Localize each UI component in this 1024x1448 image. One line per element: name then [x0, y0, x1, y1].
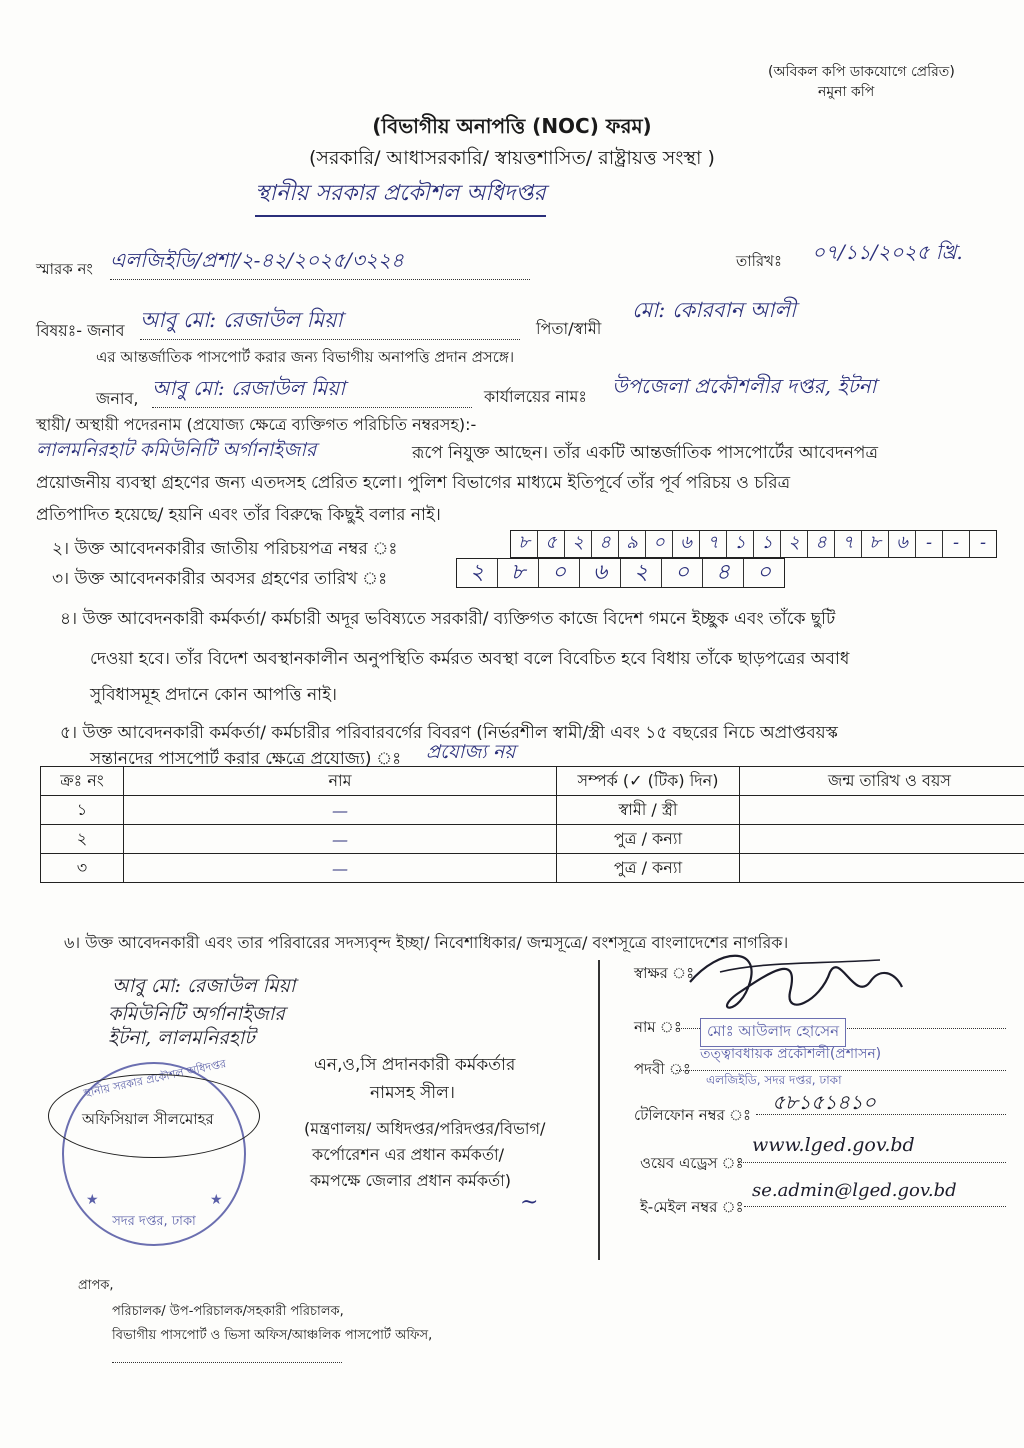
- row-dob: [740, 854, 1024, 883]
- digit-box: ০: [662, 559, 703, 587]
- seal-ring-top: স্থানীয় সরকার প্রকৌশল অধিদপ্তর: [82, 1057, 228, 1100]
- seal-star-right: ★: [210, 1192, 223, 1208]
- recipient-line2: বিভাগীয় পাসপোর্ট ও ভিসা অফিস/আঞ্চলিক পাসপোর্ট অফিস,: [112, 1328, 433, 1343]
- row-relation: পুত্র / কন্যা: [557, 854, 740, 883]
- form-subtitle: (সরকারি/ আধাসরকারি/ স্বায়ত্তশাসিত/ রাষ্ট্রায়ত্ত সংস্থা ): [309, 147, 715, 169]
- officer-designation-stamp: তত্ত্বাবধায়ক প্রকৌশলী(প্রশাসন): [700, 1046, 882, 1062]
- memo-number: এলজিইডি/প্রশা/২-৪২/২০২৫/৩২২৪: [110, 246, 530, 280]
- phone-label: টেলিফোন নম্বর ঃ: [634, 1106, 752, 1124]
- applicant-hw-line1: আবু মো: রেজাউল মিয়া: [112, 975, 296, 997]
- item5-line2: সন্তানদের পাসপোর্ট করার ক্ষেত্রে প্রযোজ্য) ঃ: [90, 749, 402, 769]
- row-name: —: [124, 825, 557, 854]
- initials-mark: ~: [520, 1190, 539, 1215]
- officer-name-stamp: মোঃ আউলাদ হোসেন: [700, 1018, 846, 1047]
- digit-box: ০: [539, 559, 580, 587]
- vertical-divider: [598, 960, 600, 1260]
- item4-line3: সুবিধাসমূহ প্রদানে কোন আপত্তি নাই।: [90, 685, 338, 705]
- digit-box: ৪: [808, 531, 835, 557]
- subject-name: আবু মো: রেজাউল মিয়া: [140, 304, 520, 340]
- form-title: (বিভাগীয় অনাপত্তি (NOC) ফরম): [372, 114, 652, 138]
- digit-box: ৫: [538, 531, 565, 557]
- applicant-hw-line3: ইটনা, লালমনিরহাট: [108, 1027, 255, 1049]
- subject-line2: এর আন্তর্জাতিক পাসপোর্ট করার জন্য বিভাগীয় অনাপত্তি প্রদান প্রসঙ্গে।: [96, 348, 515, 366]
- table-row: [41, 796, 1024, 825]
- body-line-a: রূপে নিযুক্ত আছেন। তাঁর একটি আন্তর্জাতিক পাসপোর্টের আবেদনপত্র: [412, 443, 878, 463]
- official-seal-label: অফিসিয়াল সীলমোহর: [82, 1110, 214, 1128]
- email-label: ই-মেইল নম্বর ঃ: [640, 1198, 744, 1216]
- web-dots: [738, 1162, 1006, 1163]
- digit-box: ৭: [700, 531, 727, 557]
- nid-label: ২। উক্ত আবেদনকারীর জাতীয় পরিচয়পত্র নম্বর ঃ: [52, 539, 398, 559]
- signature-scribble: [680, 942, 910, 1022]
- item6-text: ৬। উক্ত আবেদনকারী এবং তার পরিবারের সদস্যবৃন্দ ইচ্ছা/ নিবেশাধিকার/ জন্মসূত্রে/ বংশসূত্রে বাংলাদেশের নাগরিক।: [64, 933, 789, 952]
- office-name: উপজেলা প্রকৌশলীর দপ্তর, ইটনা: [612, 374, 877, 398]
- email-value: se.admin@lged.gov.bd: [752, 1180, 957, 1201]
- seal-line2: নামসহ সীল।: [370, 1083, 455, 1103]
- item5-line1: ৫। উক্ত আবেদনকারী কর্মকর্তা/ কর্মচারীর পরিবারবর্গের বিবরণ (নির্ভরশীল স্বামী/স্ত্রী এবং ১৫ বছরের নিচে অপ্রাপ্তবয়স্ক: [60, 723, 838, 743]
- digit-box: ০: [756, 560, 772, 585]
- table-header-row: [41, 767, 1024, 796]
- row-name: —: [124, 796, 557, 825]
- applicant-hw-line2: কমিউনিটি অর্গানাইজার: [108, 1003, 285, 1025]
- seal-line4: কর্পোরেশন এর প্রধান কর্মকর্তা/: [312, 1145, 505, 1164]
- date-label: তারিখঃ: [736, 252, 782, 270]
- row-dob: [740, 796, 1024, 825]
- digit-box: -: [943, 531, 970, 557]
- item4-line2: দেওয়া হবে। তাঁর বিদেশ অবস্থানকালীন অনুপস্থিতি কর্মরত অবস্থা বলে বিবেচিত হবে বিধায় তাঁকে ছাড়পত্রের অবাধ: [90, 649, 850, 669]
- digit-box: ৪: [592, 531, 619, 557]
- digit-box: ২: [781, 531, 808, 557]
- recipient-line1: পরিচালক/ উপ-পরিচালক/সহকারী পরিচালক,: [112, 1304, 344, 1319]
- applicant-name: আবু মো: রেজাউল মিয়া: [152, 374, 472, 408]
- designation-handwritten: লালমনিরহাট কমিউনিটি অর্গানাইজার: [36, 439, 317, 461]
- subject-label: বিষয়ঃ- জনাব: [36, 321, 125, 340]
- recipient-line3-dots: [112, 1362, 342, 1363]
- janab-label: জনাব,: [96, 389, 139, 408]
- digit-box: ২: [565, 531, 592, 557]
- th-relation: সম্পর্ক (✓ (টিক) দিন): [557, 767, 740, 796]
- digit-box: ৯: [619, 531, 646, 557]
- table-row: [41, 825, 1024, 854]
- designation-sig-label: পদবী ঃ: [634, 1060, 691, 1078]
- retire-boxes: [456, 558, 785, 588]
- office-label: কার্যালয়ের নামঃ: [484, 387, 587, 406]
- seal-line5: কমপক্ষে জেলার প্রধান কর্মকর্তা): [310, 1171, 512, 1190]
- seal-line3: (মন্ত্রণালয়/ অধিদপ্তর/পরিদপ্তর/বিভাগ/: [304, 1119, 546, 1138]
- phone-value: ৫৮১৫১৪১০: [772, 1090, 876, 1114]
- row-serial: ১: [41, 796, 124, 825]
- sign-label: স্বাক্ষর ঃ: [634, 964, 695, 982]
- designation-sig-dots: [676, 1070, 1006, 1071]
- digit-box: ৬: [673, 531, 700, 557]
- digit-box: ৮: [511, 531, 538, 557]
- row-relation: স্বামী / স্ত্রী: [557, 796, 740, 825]
- father-label: পিতা/স্বামী: [536, 319, 602, 338]
- body-line-b: প্রয়োজনীয় ব্যবস্থা গ্রহণের জন্য এতদসহ প্রেরিত হলো। পুলিশ বিভাগের মাধ্যমে ইতিপূর্বে তাঁর পূর্ব পরিচয় ও চরিত্র: [36, 473, 791, 493]
- row-serial: ৩: [41, 854, 124, 883]
- digit-box: ৭: [835, 531, 862, 557]
- digit-box: ৬: [889, 531, 916, 557]
- row-name: —: [124, 854, 557, 883]
- web-label: ওয়েব এড্রেস ঃ: [640, 1154, 744, 1172]
- digit-box: ০: [646, 531, 673, 557]
- digit-box: ১: [727, 531, 754, 557]
- family-table: [40, 766, 1024, 883]
- father-name: মো: কোরবান আলী: [632, 298, 797, 322]
- memo-label: স্মারক নং: [36, 260, 93, 278]
- name-label: নাম ঃ: [634, 1018, 682, 1036]
- table-row: [41, 854, 1024, 883]
- seal-ring-bottom: সদর দপ্তর, ঢাকা: [112, 1214, 196, 1229]
- digit-box: ১: [754, 531, 781, 557]
- copy-note-1: (অবিকল কপি ডাকযোগে প্রেরিত): [768, 64, 955, 80]
- email-dots: [744, 1206, 1006, 1207]
- digit-box: -: [916, 531, 943, 557]
- digit-box: ৬: [580, 559, 621, 587]
- date-value: ০৭/১১/২০২৫ খ্রি.: [812, 240, 963, 264]
- digit-box: ২: [457, 559, 498, 587]
- recipient-label: প্রাপক,: [78, 1278, 114, 1293]
- retire-label: ৩। উক্ত আবেদনকারীর অবসর গ্রহণের তারিখ ঃ: [52, 569, 388, 589]
- row-dob: [740, 825, 1024, 854]
- th-dob: জন্ম তারিখ ও বয়স: [740, 767, 1024, 796]
- row-serial: ২: [41, 825, 124, 854]
- nid-boxes: [510, 530, 997, 558]
- seal-star-left: ★: [86, 1192, 99, 1208]
- officer-office-stamp: এলজিইডি, সদর দপ্তর, ঢাকা: [706, 1073, 842, 1087]
- digit-box: ৮: [498, 559, 539, 587]
- digit-box: -: [979, 532, 987, 553]
- digit-box: ৪: [703, 559, 744, 587]
- digit-box: ২: [621, 559, 662, 587]
- org-name-handwritten: স্থানীয় সরকার প্রকৌশল অধিদপ্তর: [255, 176, 546, 217]
- row-relation: পুত্র / কন্যা: [557, 825, 740, 854]
- digit-box: ৮: [862, 531, 889, 557]
- seal-line1: এন,ও,সি প্রদানকারী কর্মকর্তার: [314, 1055, 516, 1075]
- copy-note-2: নমুনা কপি: [818, 84, 875, 100]
- item4-line1: ৪। উক্ত আবেদনকারী কর্মকর্তা/ কর্মচারী অদূর ভবিষ্যতে সরকারী/ ব্যক্তিগত কাজে বিদেশ গমনে ইচ্ছুক এবং তাঁকে ছুটি: [60, 609, 836, 629]
- designation-label: স্থায়ী/ অস্থায়ী পদেরনাম (প্রযোজ্য ক্ষেত্রে ব্যক্তিগত পরিচিতি নম্বরসহ):-: [36, 415, 477, 434]
- body-line-c: প্রতিপাদিত হয়েছে/ হয়নি এবং তাঁর বিরুদ্ধে কিছুই বলার নাই।: [36, 505, 441, 525]
- item5-handwritten: প্রযোজ্য নয়: [426, 741, 516, 763]
- th-serial: ক্রঃ নং: [41, 767, 124, 796]
- th-name: নাম: [124, 767, 557, 796]
- web-value: www.lged.gov.bd: [752, 1134, 915, 1156]
